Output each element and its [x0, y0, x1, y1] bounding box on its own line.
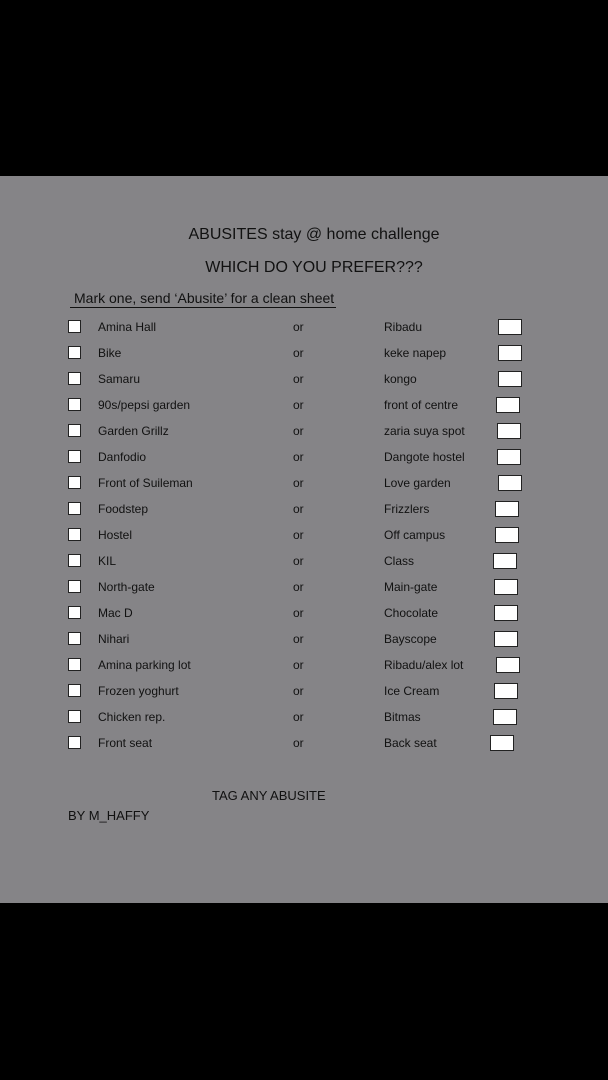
sheet-subtitle: WHICH DO YOU PREFER??? — [205, 259, 423, 276]
left-option-label: Amina parking lot — [98, 658, 191, 672]
right-option-label: zaria suya spot — [384, 424, 465, 438]
left-option-checkbox[interactable] — [68, 372, 81, 385]
right-option-label: Chocolate — [384, 606, 439, 620]
choice-row — [0, 446, 608, 468]
right-option-checkbox[interactable] — [498, 475, 522, 491]
footer-tag-text: TAG ANY ABUSITE — [212, 788, 326, 803]
left-option-checkbox[interactable] — [68, 658, 81, 671]
right-option-label: Love garden — [384, 476, 451, 490]
right-option-checkbox[interactable] — [498, 345, 522, 361]
right-option-label: Dangote hostel — [384, 450, 465, 464]
left-option-checkbox[interactable] — [68, 528, 81, 541]
choice-row — [0, 576, 608, 598]
right-option-checkbox[interactable] — [494, 683, 518, 699]
left-option-label: 90s/pepsi garden — [98, 398, 191, 412]
or-label: or — [293, 398, 304, 412]
or-label: or — [293, 658, 304, 672]
right-option-label: Main-gate — [384, 580, 438, 594]
choice-row — [0, 368, 608, 390]
right-option-label: Back seat — [384, 736, 437, 750]
choice-row — [0, 550, 608, 572]
left-option-label: Frozen yoghurt — [98, 684, 179, 698]
left-option-label: Garden Grillz — [98, 424, 169, 438]
or-label: or — [293, 450, 304, 464]
right-option-label: kongo — [384, 372, 417, 386]
left-option-checkbox[interactable] — [68, 606, 81, 619]
choice-row — [0, 394, 608, 416]
choice-row — [0, 602, 608, 624]
or-label: or — [293, 502, 304, 516]
or-label: or — [293, 346, 304, 360]
left-option-label: Front of Suileman — [98, 476, 193, 490]
footer-author-text: BY M_HAFFY — [68, 808, 150, 823]
left-option-checkbox[interactable] — [68, 632, 81, 645]
left-option-label: Nihari — [98, 632, 130, 646]
right-option-checkbox[interactable] — [495, 527, 519, 543]
right-option-label: Frizzlers — [384, 502, 430, 516]
right-option-checkbox[interactable] — [497, 449, 521, 465]
sheet-title: ABUSITES stay @ home challenge — [188, 226, 440, 243]
left-option-label: Front seat — [98, 736, 153, 750]
left-option-checkbox[interactable] — [68, 580, 81, 593]
choice-row — [0, 524, 608, 546]
choice-row — [0, 654, 608, 676]
right-option-label: Class — [384, 554, 415, 568]
right-option-checkbox[interactable] — [494, 631, 518, 647]
left-option-checkbox[interactable] — [68, 684, 81, 697]
or-label: or — [293, 320, 304, 334]
or-label: or — [293, 684, 304, 698]
right-option-label: keke napep — [384, 346, 447, 360]
choice-row — [0, 498, 608, 520]
choice-row — [0, 342, 608, 364]
or-label: or — [293, 606, 304, 620]
or-label: or — [293, 710, 304, 724]
right-option-checkbox[interactable] — [494, 579, 518, 595]
or-label: or — [293, 372, 304, 386]
right-option-checkbox[interactable] — [498, 371, 522, 387]
challenge-sheet — [0, 176, 608, 903]
right-option-checkbox[interactable] — [495, 501, 519, 517]
right-option-label: Ribadu/alex lot — [384, 658, 464, 672]
left-option-checkbox[interactable] — [68, 450, 81, 463]
choice-row — [0, 732, 608, 754]
left-option-label: Chicken rep. — [98, 710, 166, 724]
right-option-label: front of centre — [384, 398, 459, 412]
left-option-label: Mac D — [98, 606, 133, 620]
left-option-checkbox[interactable] — [68, 502, 81, 515]
choice-row — [0, 316, 608, 338]
or-label: or — [293, 580, 304, 594]
right-option-label: Ribadu — [384, 320, 423, 334]
right-option-label: Bitmas — [384, 710, 421, 724]
instruction-text: Mark one, send ‘Abusite’ for a clean sheet — [70, 290, 336, 308]
right-option-checkbox[interactable] — [497, 423, 521, 439]
right-option-checkbox[interactable] — [494, 605, 518, 621]
left-option-checkbox[interactable] — [68, 424, 81, 437]
or-label: or — [293, 554, 304, 568]
or-label: or — [293, 476, 304, 490]
left-option-checkbox[interactable] — [68, 320, 81, 333]
choice-row — [0, 706, 608, 728]
left-option-label: Hostel — [98, 528, 133, 542]
left-option-label: Danfodio — [98, 450, 147, 464]
right-option-checkbox[interactable] — [493, 709, 517, 725]
or-label: or — [293, 736, 304, 750]
right-option-checkbox[interactable] — [498, 319, 522, 335]
or-label: or — [293, 424, 304, 438]
left-option-checkbox[interactable] — [68, 554, 81, 567]
right-option-checkbox[interactable] — [496, 657, 520, 673]
left-option-checkbox[interactable] — [68, 736, 81, 749]
left-option-checkbox[interactable] — [68, 710, 81, 723]
left-option-label: Samaru — [98, 372, 141, 386]
left-option-checkbox[interactable] — [68, 346, 81, 359]
right-option-checkbox[interactable] — [496, 397, 520, 413]
left-option-checkbox[interactable] — [68, 476, 81, 489]
choice-row — [0, 472, 608, 494]
left-option-label: North-gate — [98, 580, 155, 594]
choice-row — [0, 628, 608, 650]
or-label: or — [293, 528, 304, 542]
right-option-checkbox[interactable] — [493, 553, 517, 569]
right-option-label: Off campus — [384, 528, 446, 542]
right-option-label: Ice Cream — [384, 684, 440, 698]
left-option-label: Amina Hall — [98, 320, 157, 334]
left-option-label: KIL — [98, 554, 117, 568]
choice-row — [0, 420, 608, 442]
right-option-checkbox[interactable] — [490, 735, 514, 751]
left-option-checkbox[interactable] — [68, 398, 81, 411]
choice-row — [0, 680, 608, 702]
or-label: or — [293, 632, 304, 646]
left-option-label: Foodstep — [98, 502, 149, 516]
right-option-label: Bayscope — [384, 632, 437, 646]
left-option-label: Bike — [98, 346, 122, 360]
